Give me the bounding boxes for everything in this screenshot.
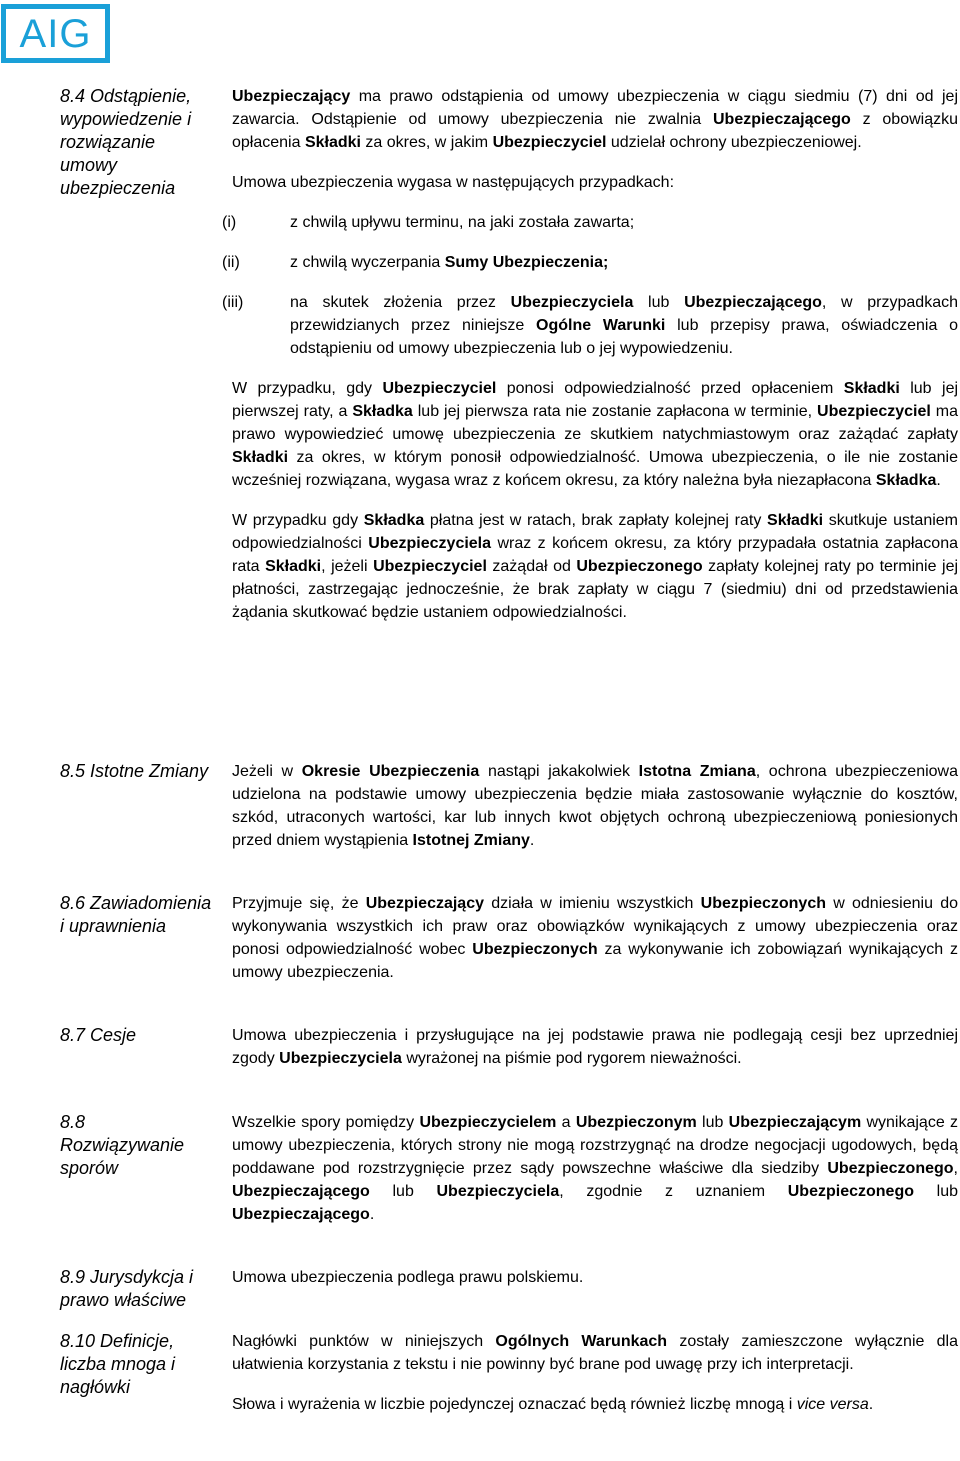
expiry-list <box>222 211 958 360</box>
list-item <box>222 291 958 360</box>
section-heading: 8.4 Odstąpienie, wypowiedzenie i rozwiązanie umowy ubezpieczenia <box>60 86 192 198</box>
paragraph: Ubezpieczający ma prawo odstąpienia od umowy ubezpieczenia w ciągu siedmiu (7) dni od jej zawarcia. Odstąpienie od umowy ubezpieczenia nie zwalnia Ubezpieczającego z obowiązku opłacenia Składki za okres, w jakim Ubezpieczyciel udzielał ochrony ubezpieczeniowej. <box>232 88 958 151</box>
list-number: (ii) <box>222 254 240 271</box>
paragraph: W przypadku, gdy Ubezpieczyciel ponosi odpowiedzialność przed opłaceniem Składki lub jej pierwszej raty, a Składka lub jej pierwsza rata nie zostanie zapłacona w terminie, Ubezpieczyciel ma prawo wypowiedzieć umowę ubezpieczenia ze skutkiem natychmiastowym oraz zażądać zapłaty Składki za okres, w którym ponosił odpowiedzialność. Umowa ubezpieczenia, o ile nie zostanie wcześniej rozwiązana, wygasa wraz z końcem okresu, za który należna była niezapłacona Składka. <box>232 380 959 489</box>
logo-text: AIG <box>19 11 92 56</box>
section-heading: 8.6 Zawiadomienia i uprawnienia <box>60 893 212 936</box>
paragraph: Wszelkie spory pomiędzy Ubezpieczycielem a Ubezpieczonym lub Ubezpieczającym wynikające z umowy ubezpieczenia, których strony nie mogą rozstrzygnąć na drodze negocjacji ugodowych, będą poddawane pod rozstrzygnięcie przez sądy powszechne właściwe dla siedziby Ubezpieczonego, Ubezpieczającego lub Ubezpieczyciela, zgodnie z uznaniem Ubezpieczonego lub Ubezpieczającego. <box>232 1114 958 1223</box>
section-heading: 8.8 Rozwiązywanie sporów <box>60 1112 185 1178</box>
list-item <box>222 211 958 234</box>
paragraph: Umowa ubezpieczenia i przysługujące na jej podstawie prawa nie podlegają cesji bez uprzedniej zgody Ubezpieczyciela wyrażonej na piśmie pod rygorem nieważności. <box>232 1027 958 1067</box>
section-body <box>232 1330 958 1416</box>
paragraph: Umowa ubezpieczenia podlega prawu polskiemu. <box>232 1269 584 1286</box>
section-body <box>232 892 958 984</box>
paragraph: W przypadku gdy Składka płatna jest w ratach, brak zapłaty kolejnej raty Składki skutkuje ustaniem odpowiedzialności Ubezpieczyciela wraz z końcem okresu, za który przypadała ostatnia zapłacona rata Składki, jeżeli Ubezpieczyciel zażądał od Ubezpieczonego zapłaty kolejnej raty po terminie jej płatności, zastrzegając jednocześnie, że brak zapłaty w ciągu 7 (siedmiu) dni od przedstawienia żądania skutkować będzie ustaniem odpowiedzialności. <box>232 512 959 621</box>
paragraph: Umowa ubezpieczenia wygasa w następujących przypadkach: <box>232 174 675 191</box>
section-body <box>232 760 958 852</box>
list-number: (i) <box>222 214 237 231</box>
section-body <box>232 1266 958 1289</box>
section-heading: 8.9 Jurysdykcja i prawo właściwe <box>60 1267 194 1310</box>
list-number: (iii) <box>222 294 244 311</box>
section-body <box>232 1024 958 1070</box>
list-text: z chwilą upływu terminu, na jaki została zawarta; <box>290 214 635 231</box>
paragraph: Słowa i wyrażenia w liczbie pojedynczej oznaczać będą również liczbę mnogą i vice versa. <box>232 1396 874 1413</box>
aig-logo <box>1 4 110 63</box>
list-text: na skutek złożenia przez Ubezpieczyciela lub Ubezpieczającego, w przypadkach przewidzianych przez niniejsze Ogólne Warunki lub przepisy prawa, oświadczenia o odstąpieniu od umowy ubezpieczenia lub o jej wypowiedzeniu. <box>290 294 958 357</box>
section-body <box>222 85 959 624</box>
paragraph: Nagłówki punktów w niniejszych Ogólnych Warunkach zostały zamieszczone wyłącznie dla ułatwienia korzystania z tekstu i nie powinny być brane pod uwagę przy ich interpretacji. <box>232 1333 959 1373</box>
paragraph: Jeżeli w Okresie Ubezpieczenia nastąpi jakakolwiek Istotna Zmiana, ochrona ubezpieczeniowa udzielona na podstawie umowy ubezpieczenia będzie miała zastosowanie wyłącznie do kosztów, szkód, utraconych wartości, kar lub innych kwot objętych ochroną ubezpieczeniową poniesionych przed dniem wystąpienia Istotnej Zmiany. <box>232 763 959 849</box>
list-item <box>222 251 958 274</box>
section-heading: 8.10 Definicje, liczba mnoga i nagłówki <box>60 1331 176 1397</box>
list-text: z chwilą wyczerpania Sumy Ubezpieczenia; <box>290 254 609 271</box>
section-body <box>232 1111 958 1226</box>
section-heading: 8.5 Istotne Zmiany <box>60 761 209 781</box>
paragraph: Przyjmuje się, że Ubezpieczający działa w imieniu wszystkich Ubezpieczonych w odniesieniu do wykonywania wszystkich ich praw oraz obowiązków wynikających z umowy ubezpieczenia oraz ponosi odpowiedzialność wobec Ubezpieczonych za wykonywanie ich zobowiązań wynikających z umowy ubezpieczenia. <box>232 895 958 981</box>
section-heading: 8.7 Cesje <box>60 1025 137 1045</box>
